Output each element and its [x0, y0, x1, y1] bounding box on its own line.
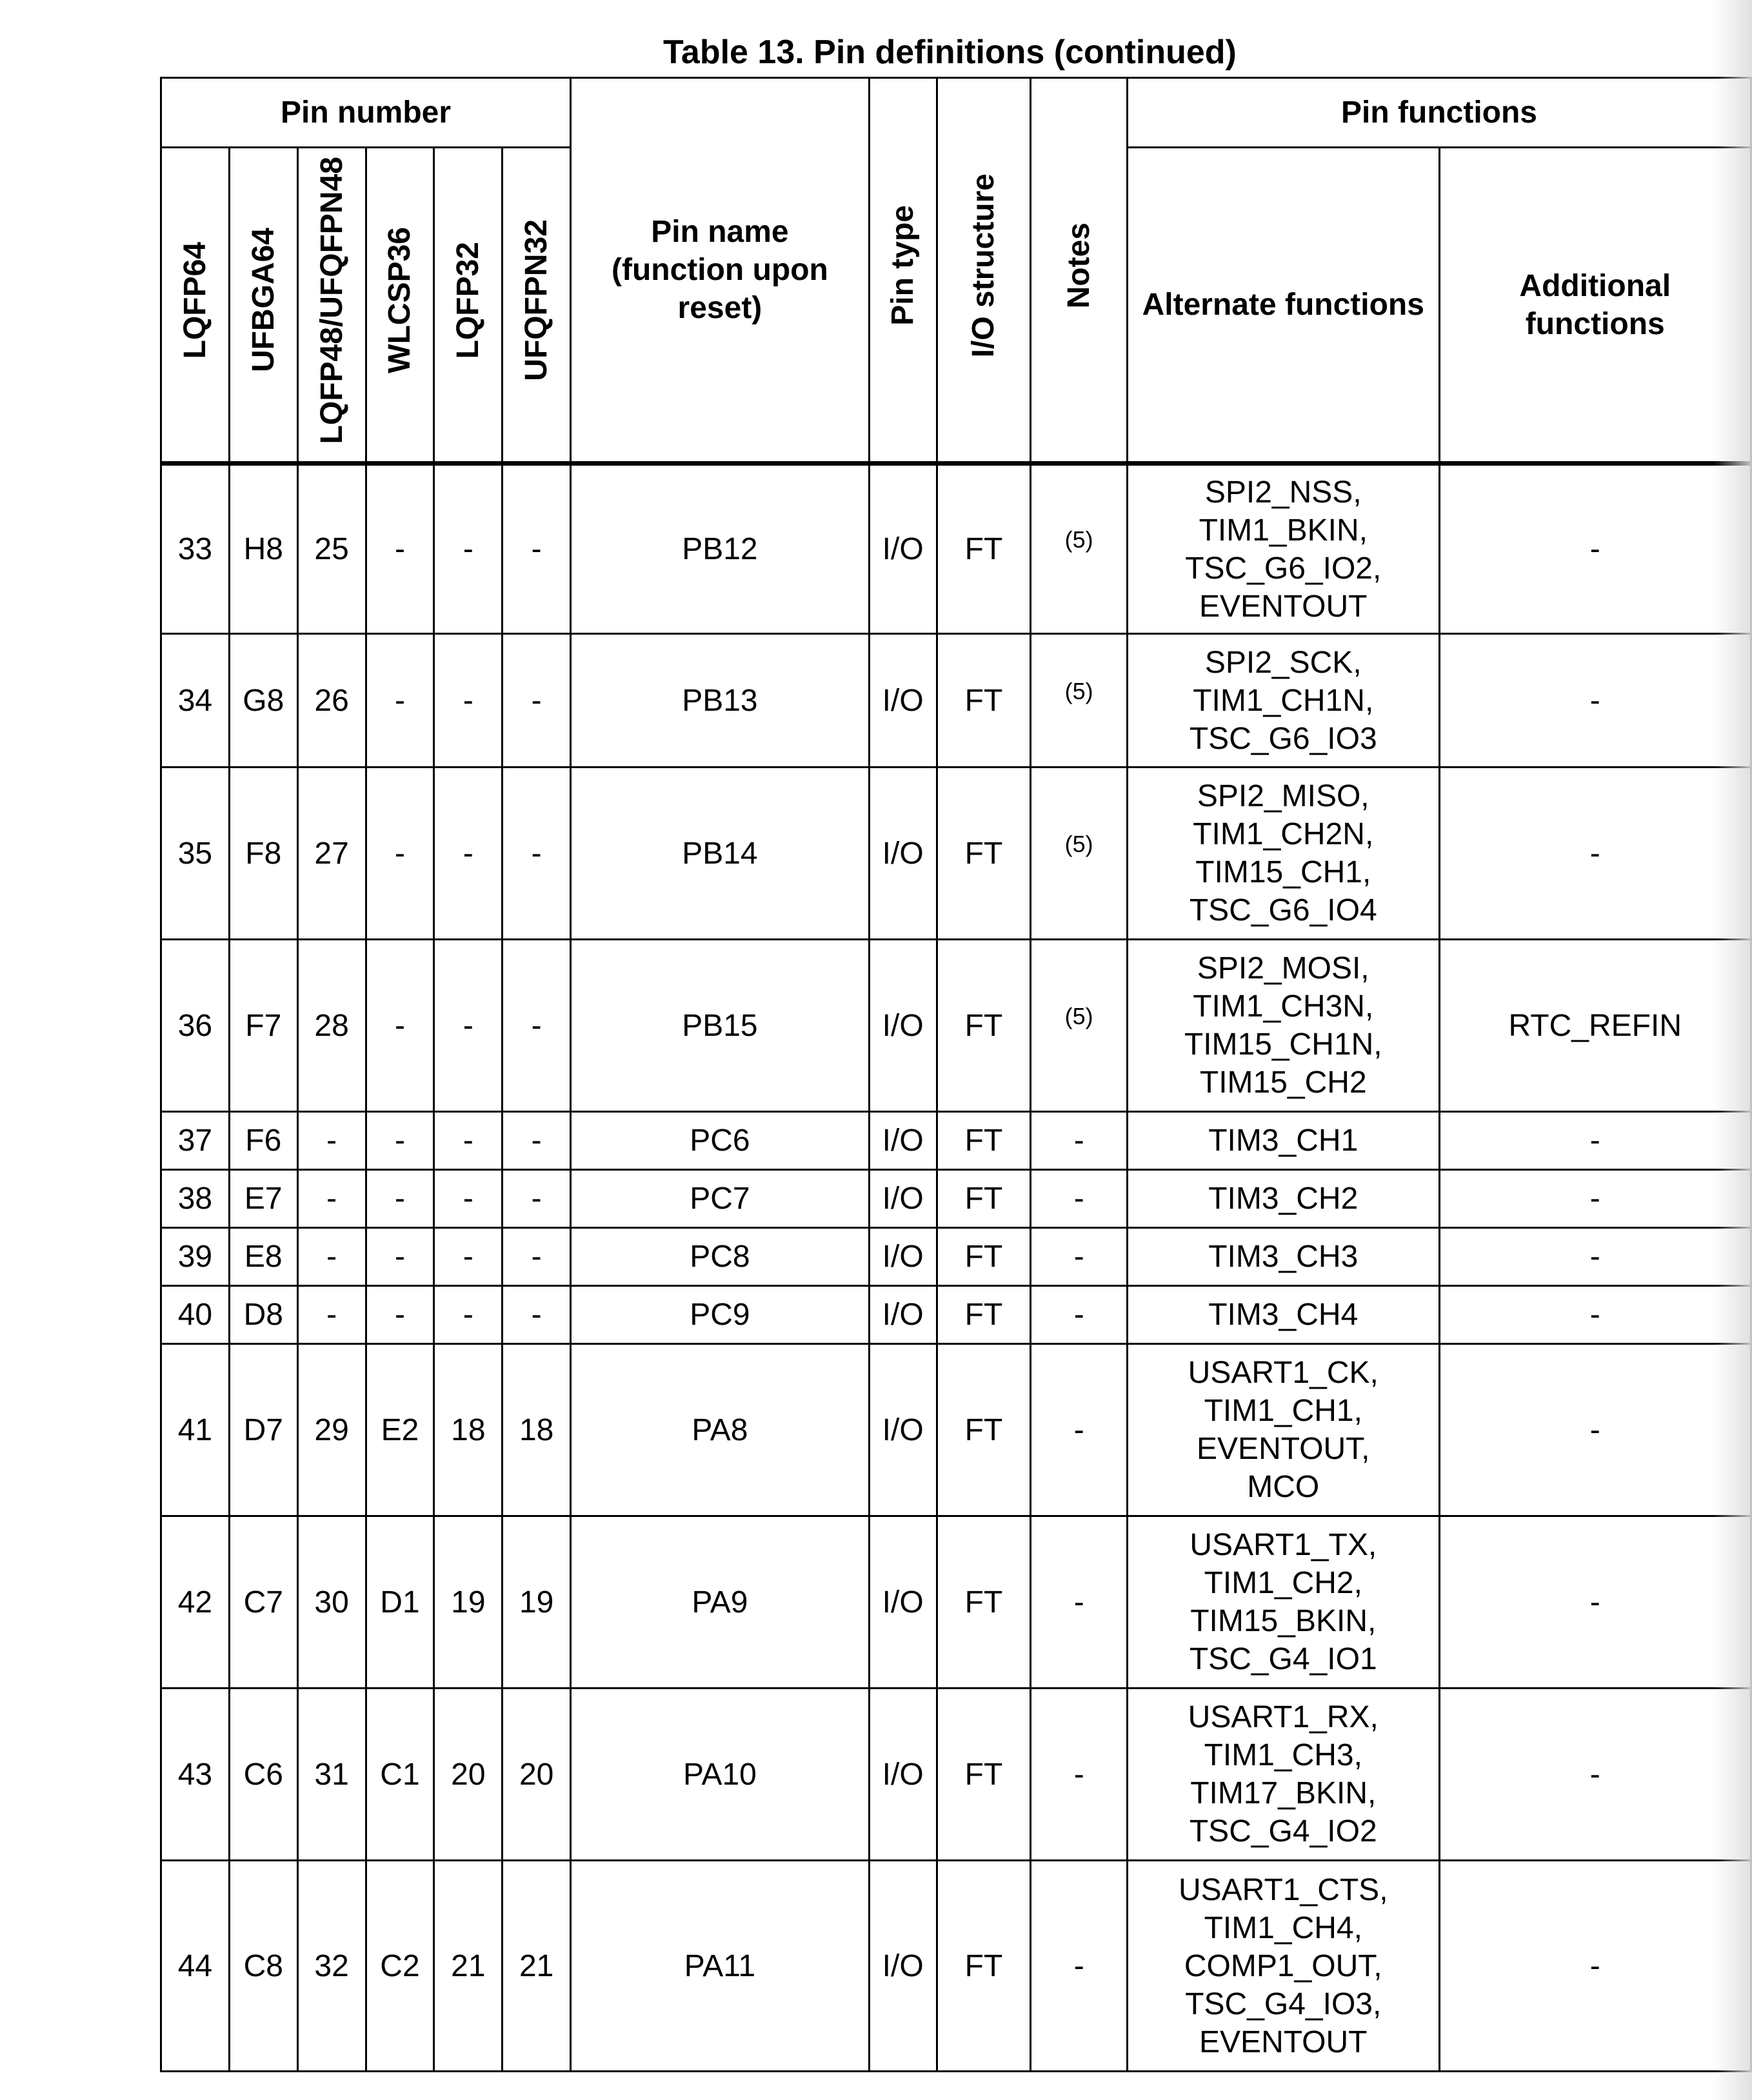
cell-notes: [1031, 1170, 1128, 1228]
cell-additional-functions: -: [1439, 634, 1751, 768]
cell-additional-functions: -: [1439, 1112, 1751, 1170]
cell-lqfp32: -: [434, 634, 503, 768]
cell-lqfp32: -: [434, 464, 503, 634]
package-header-wlcsp36: WLCSP36: [366, 148, 434, 464]
note-ref: -: [1073, 1412, 1084, 1447]
cell-notes: [1031, 940, 1128, 1112]
table-row: [161, 1861, 1751, 2072]
alternate-function-line: TIM15_CH1,: [1195, 855, 1371, 889]
cell-pin-name: PB13: [571, 634, 870, 768]
alternate-function-line: TIM1_CH2,: [1204, 1566, 1362, 1600]
cell-wlcsp36: -: [366, 634, 434, 768]
cell-lqfp48: -: [297, 1228, 366, 1286]
alternate-function-line: TIM3_CH1: [1208, 1124, 1359, 1158]
alternate-function-line: TIM1_CH1N,: [1193, 683, 1374, 718]
cell-wlcsp36: C1: [366, 1689, 434, 1861]
alternate-function-line: TIM1_CH4,: [1204, 1910, 1362, 1945]
cell-alternate-functions: [1128, 1286, 1439, 1344]
cell-lqfp48: 30: [297, 1516, 366, 1689]
cell-lqfp64: 41: [161, 1344, 230, 1516]
cell-lqfp64: 34: [161, 634, 230, 768]
cell-additional-functions: -: [1439, 1861, 1751, 2072]
alternate-function-line: TIM15_BKIN,: [1190, 1604, 1377, 1638]
cell-wlcsp36: -: [366, 940, 434, 1112]
alternate-function-line: EVENTOUT: [1199, 2025, 1368, 2059]
cell-additional-functions: -: [1439, 1170, 1751, 1228]
table-row: [161, 634, 1751, 768]
alternate-function-line: COMP1_OUT,: [1184, 1948, 1382, 1983]
cell-alternate-functions: [1128, 1170, 1439, 1228]
cell-ufqfpn32: 19: [503, 1516, 571, 1689]
cell-lqfp32: -: [434, 768, 503, 940]
cell-lqfp48: 25: [297, 464, 366, 634]
alternate-function-line: SPI2_MOSI,: [1197, 951, 1369, 986]
cell-alternate-functions: [1128, 768, 1439, 940]
package-header-lqfp64: LQFP64: [161, 148, 230, 464]
cell-additional-functions: -: [1439, 464, 1751, 634]
cell-ufbga64: F7: [229, 940, 297, 1112]
pin-functions-header: Pin functions: [1128, 78, 1751, 148]
cell-lqfp48: -: [297, 1112, 366, 1170]
cell-notes: [1031, 1228, 1128, 1286]
cell-alternate-functions: [1128, 1689, 1439, 1861]
alternate-function-line: TIM17_BKIN,: [1190, 1776, 1377, 1810]
note-ref: -: [1073, 1757, 1084, 1792]
cell-notes: [1031, 768, 1128, 940]
cell-additional-functions: -: [1439, 1228, 1751, 1286]
cell-io-structure: FT: [937, 1112, 1031, 1170]
table-row: [161, 1170, 1751, 1228]
cell-notes: [1031, 1861, 1128, 2072]
cell-pin-name: PA10: [571, 1689, 870, 1861]
cell-additional-functions: -: [1439, 1689, 1751, 1861]
cell-ufqfpn32: -: [503, 634, 571, 768]
cell-wlcsp36: -: [366, 1228, 434, 1286]
cell-alternate-functions: [1128, 940, 1439, 1112]
cell-alternate-functions: [1128, 1344, 1439, 1516]
cell-lqfp32: -: [434, 1228, 503, 1286]
package-header-ufbga64: UFBGA64: [229, 148, 297, 464]
note-ref: (5): [1064, 526, 1093, 553]
cell-wlcsp36: C2: [366, 1861, 434, 2072]
cell-ufqfpn32: 21: [503, 1861, 571, 2072]
table-title: Table 13. Pin definitions (continued): [663, 34, 1237, 71]
cell-alternate-functions: [1128, 1228, 1439, 1286]
table-row: [161, 768, 1751, 940]
alternate-function-line: USART1_RX,: [1188, 1700, 1379, 1734]
cell-wlcsp36: -: [366, 1286, 434, 1344]
cell-lqfp32: 20: [434, 1689, 503, 1861]
cell-additional-functions: -: [1439, 1344, 1751, 1516]
cell-notes: [1031, 1689, 1128, 1861]
cell-wlcsp36: -: [366, 464, 434, 634]
cell-pin-type: I/O: [869, 1286, 937, 1344]
table-row: [161, 1228, 1751, 1286]
cell-ufbga64: D8: [229, 1286, 297, 1344]
alternate-functions-header: Alternate functions: [1128, 148, 1439, 464]
cell-lqfp32: -: [434, 1112, 503, 1170]
alternate-function-line: TIM3_CH2: [1208, 1182, 1359, 1216]
cell-ufqfpn32: -: [503, 1170, 571, 1228]
alternate-function-line: EVENTOUT: [1199, 589, 1368, 624]
cell-io-structure: FT: [937, 634, 1031, 768]
cell-additional-functions: -: [1439, 768, 1751, 940]
cell-ufbga64: C8: [229, 1861, 297, 2072]
cell-ufbga64: G8: [229, 634, 297, 768]
alternate-function-line: EVENTOUT,: [1197, 1432, 1370, 1466]
cell-pin-name: PB15: [571, 940, 870, 1112]
alternate-function-line: TIM1_CH3,: [1204, 1738, 1362, 1772]
note-ref: -: [1073, 1948, 1084, 1983]
note-ref: (5): [1064, 830, 1093, 857]
alternate-function-line: TIM15_CH1N,: [1184, 1027, 1382, 1062]
cell-io-structure: FT: [937, 1286, 1031, 1344]
cell-pin-name: PB12: [571, 464, 870, 634]
cell-lqfp64: 40: [161, 1286, 230, 1344]
alternate-function-line: TIM15_CH2: [1199, 1065, 1367, 1100]
cell-pin-name: PA8: [571, 1344, 870, 1516]
additional-functions-header: Additional functions: [1439, 148, 1751, 464]
pin-type-header: Pin type: [869, 78, 937, 464]
pin-number-header: Pin number: [161, 78, 571, 148]
cell-pin-name: PC8: [571, 1228, 870, 1286]
cell-alternate-functions: [1128, 1112, 1439, 1170]
cell-pin-name: PC7: [571, 1170, 870, 1228]
cell-lqfp64: 36: [161, 940, 230, 1112]
alternate-function-line: TSC_G4_IO3,: [1185, 1986, 1382, 2021]
cell-io-structure: FT: [937, 1228, 1031, 1286]
table-row: [161, 1689, 1751, 1861]
cell-pin-name: PC6: [571, 1112, 870, 1170]
cell-notes: [1031, 1112, 1128, 1170]
cell-additional-functions: -: [1439, 1516, 1751, 1689]
alternate-function-line: TIM3_CH3: [1208, 1240, 1359, 1274]
cell-lqfp64: 44: [161, 1861, 230, 2072]
cell-notes: [1031, 1344, 1128, 1516]
cell-pin-name: PC9: [571, 1286, 870, 1344]
table-row: [161, 464, 1751, 634]
cell-ufbga64: H8: [229, 464, 297, 634]
cell-lqfp32: -: [434, 1170, 503, 1228]
cell-ufqfpn32: 20: [503, 1689, 571, 1861]
cell-wlcsp36: -: [366, 1112, 434, 1170]
cell-lqfp48: -: [297, 1286, 366, 1344]
package-header-ufqfpn32: UFQFPN32: [503, 148, 571, 464]
table-row: [161, 1344, 1751, 1516]
alternate-function-line: TSC_G4_IO2: [1189, 1814, 1377, 1848]
cell-lqfp48: 28: [297, 940, 366, 1112]
cell-io-structure: FT: [937, 1170, 1031, 1228]
header-group-row: [161, 78, 1751, 148]
note-ref: (5): [1064, 1002, 1093, 1029]
cell-pin-name: PA9: [571, 1516, 870, 1689]
table-row: [161, 1112, 1751, 1170]
cell-ufbga64: D7: [229, 1344, 297, 1516]
cell-pin-type: I/O: [869, 940, 937, 1112]
cell-pin-type: I/O: [869, 1344, 937, 1516]
cell-additional-functions: -: [1439, 1286, 1751, 1344]
cell-additional-functions: RTC_REFIN: [1439, 940, 1751, 1112]
cell-pin-type: I/O: [869, 1228, 937, 1286]
cell-pin-type: I/O: [869, 1516, 937, 1689]
package-header-lqfp32: LQFP32: [434, 148, 503, 464]
cell-pin-name: PA11: [571, 1861, 870, 2072]
cell-lqfp48: 26: [297, 634, 366, 768]
package-header-lqfp48: LQFP48/UFQFPN48: [297, 148, 366, 464]
cell-lqfp32: 19: [434, 1516, 503, 1689]
cell-io-structure: FT: [937, 768, 1031, 940]
alternate-function-line: SPI2_SCK,: [1204, 645, 1362, 680]
cell-ufqfpn32: -: [503, 1286, 571, 1344]
cell-lqfp48: 31: [297, 1689, 366, 1861]
cell-notes: [1031, 1286, 1128, 1344]
cell-pin-type: I/O: [869, 1170, 937, 1228]
cell-lqfp64: 38: [161, 1170, 230, 1228]
alternate-function-line: TSC_G6_IO3: [1189, 721, 1377, 756]
notes-header: Notes: [1031, 78, 1128, 464]
note-ref: -: [1073, 1182, 1084, 1216]
table-row: [161, 1516, 1751, 1689]
pin-name-header: Pin name (function upon reset): [571, 78, 870, 464]
alternate-function-line: TSC_G4_IO1: [1189, 1642, 1377, 1676]
cell-wlcsp36: E2: [366, 1344, 434, 1516]
cell-ufqfpn32: -: [503, 768, 571, 940]
cell-ufbga64: C6: [229, 1689, 297, 1861]
alternate-function-line: SPI2_MISO,: [1197, 779, 1369, 813]
cell-io-structure: FT: [937, 464, 1031, 634]
cell-pin-name: PB14: [571, 768, 870, 940]
cell-io-structure: FT: [937, 1516, 1031, 1689]
cell-ufbga64: E8: [229, 1228, 297, 1286]
cell-lqfp64: 37: [161, 1112, 230, 1170]
cell-lqfp64: 43: [161, 1689, 230, 1861]
cell-ufbga64: F6: [229, 1112, 297, 1170]
note-ref: -: [1073, 1124, 1084, 1158]
io-structure-header: I/O structure: [937, 78, 1031, 464]
note-ref: -: [1073, 1240, 1084, 1274]
cell-ufqfpn32: -: [503, 464, 571, 634]
cell-lqfp32: -: [434, 940, 503, 1112]
cell-ufqfpn32: -: [503, 1228, 571, 1286]
cell-lqfp64: 39: [161, 1228, 230, 1286]
cell-alternate-functions: [1128, 464, 1439, 634]
alternate-function-line: SPI2_NSS,: [1204, 475, 1362, 510]
cell-lqfp32: 18: [434, 1344, 503, 1516]
cell-pin-type: I/O: [869, 1112, 937, 1170]
alternate-function-line: MCO: [1247, 1470, 1320, 1504]
pin-definitions-table: [160, 77, 1752, 2072]
cell-lqfp64: 33: [161, 464, 230, 634]
table-row: [161, 940, 1751, 1112]
note-ref: -: [1073, 1298, 1084, 1332]
cell-ufqfpn32: -: [503, 940, 571, 1112]
cell-io-structure: FT: [937, 1689, 1031, 1861]
cell-lqfp32: -: [434, 1286, 503, 1344]
cell-ufbga64: F8: [229, 768, 297, 940]
cell-lqfp32: 21: [434, 1861, 503, 2072]
table-row: [161, 1286, 1751, 1344]
cell-io-structure: FT: [937, 1861, 1031, 2072]
table-body: [161, 464, 1751, 2072]
cell-lqfp48: 27: [297, 768, 366, 940]
cell-wlcsp36: -: [366, 768, 434, 940]
alternate-function-line: TSC_G6_IO2,: [1185, 551, 1382, 586]
cell-alternate-functions: [1128, 1861, 1439, 2072]
alternate-function-line: TIM1_BKIN,: [1199, 513, 1368, 548]
cell-pin-type: I/O: [869, 464, 937, 634]
note-ref: -: [1073, 1585, 1084, 1620]
alternate-function-line: USART1_TX,: [1190, 1528, 1377, 1562]
cell-wlcsp36: D1: [366, 1516, 434, 1689]
alternate-function-line: USART1_CTS,: [1178, 1872, 1388, 1907]
cell-ufbga64: C7: [229, 1516, 297, 1689]
alternate-function-line: USART1_CK,: [1188, 1356, 1379, 1390]
cell-ufqfpn32: 18: [503, 1344, 571, 1516]
cell-pin-type: I/O: [869, 1689, 937, 1861]
cell-lqfp64: 42: [161, 1516, 230, 1689]
cell-notes: [1031, 634, 1128, 768]
alternate-function-line: TIM1_CH1,: [1204, 1394, 1362, 1428]
note-ref: (5): [1064, 677, 1093, 704]
cell-pin-type: I/O: [869, 768, 937, 940]
alternate-function-line: TIM1_CH3N,: [1193, 989, 1374, 1024]
cell-notes: [1031, 1516, 1128, 1689]
cell-ufbga64: E7: [229, 1170, 297, 1228]
alternate-function-line: TIM3_CH4: [1208, 1298, 1359, 1332]
cell-lqfp48: 32: [297, 1861, 366, 2072]
cell-io-structure: FT: [937, 940, 1031, 1112]
cell-pin-type: I/O: [869, 1861, 937, 2072]
cell-ufqfpn32: -: [503, 1112, 571, 1170]
cell-lqfp48: -: [297, 1170, 366, 1228]
cell-io-structure: FT: [937, 1344, 1031, 1516]
cell-notes: [1031, 464, 1128, 634]
cell-alternate-functions: [1128, 634, 1439, 768]
cell-lqfp48: 29: [297, 1344, 366, 1516]
cell-alternate-functions: [1128, 1516, 1439, 1689]
alternate-function-line: TIM1_CH2N,: [1193, 817, 1374, 851]
alternate-function-line: TSC_G6_IO4: [1189, 893, 1377, 927]
cell-wlcsp36: -: [366, 1170, 434, 1228]
cell-pin-type: I/O: [869, 634, 937, 768]
cell-lqfp64: 35: [161, 768, 230, 940]
